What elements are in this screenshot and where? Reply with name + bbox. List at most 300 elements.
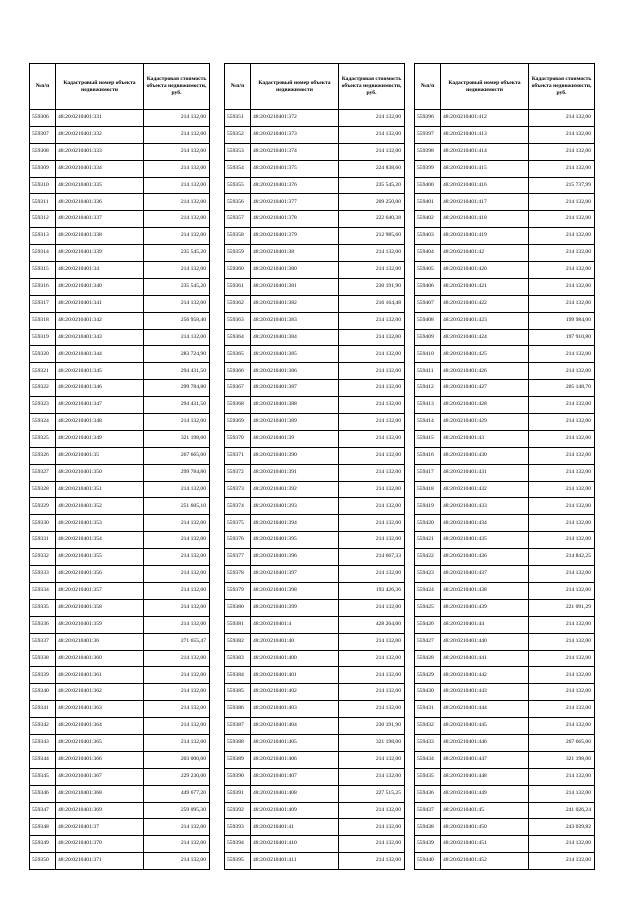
table-row xyxy=(225,228,405,245)
table-row xyxy=(225,718,405,735)
table-row xyxy=(225,143,405,160)
table-row xyxy=(225,532,405,549)
cadastral-cost: 241 026,24 xyxy=(529,802,595,819)
cadastral-number: 48:20:0210401:406 xyxy=(251,751,339,768)
table-row xyxy=(30,616,210,633)
table-row xyxy=(30,414,210,431)
table-row xyxy=(225,549,405,566)
cadastral-cost: 221 091,29 xyxy=(529,599,595,616)
table-row xyxy=(225,211,405,228)
row-number: 559393 xyxy=(225,819,251,836)
table-row xyxy=(30,397,210,414)
cadastral-number: 48:20:0210401:34 xyxy=(56,262,144,279)
table-row xyxy=(30,430,210,447)
cadastral-cost: 214 132,00 xyxy=(144,515,210,532)
row-number: 559346 xyxy=(30,785,56,802)
row-number: 559351 xyxy=(225,110,251,127)
cadastral-cost: 214 132,00 xyxy=(529,397,595,414)
cadastral-number: 48:20:0210401:360 xyxy=(56,650,144,667)
table-row xyxy=(30,582,210,599)
cadastral-cost: 214 132,00 xyxy=(529,414,595,431)
cadastral-cost: 214 132,00 xyxy=(529,853,595,870)
table-row xyxy=(225,853,405,870)
row-number: 559412 xyxy=(415,380,441,397)
cadastral-number: 48:20:0210401:389 xyxy=(251,414,339,431)
cadastral-number: 48:20:0210401:428 xyxy=(441,397,529,414)
cadastral-cost: 199 984,00 xyxy=(529,312,595,329)
cadastral-number: 48:20:0210401:370 xyxy=(56,836,144,853)
row-number: 559414 xyxy=(415,414,441,431)
row-number: 559328 xyxy=(30,481,56,498)
cadastral-number: 48:20:0210401:431 xyxy=(441,464,529,481)
cadastral-number: 48:20:0210401:337 xyxy=(56,211,144,228)
table-row xyxy=(225,802,405,819)
cadastral-number: 48:20:0210401:336 xyxy=(56,194,144,211)
table-row xyxy=(225,110,405,127)
row-number: 559373 xyxy=(225,481,251,498)
cadastral-number: 48:20:0210401:388 xyxy=(251,397,339,414)
cadastral-cost: 214 132,00 xyxy=(144,599,210,616)
cadastral-cost: 214 132,00 xyxy=(144,582,210,599)
row-number: 559306 xyxy=(30,110,56,127)
table-row xyxy=(30,566,210,583)
header-num: №п/п xyxy=(415,64,441,110)
row-number: 559332 xyxy=(30,549,56,566)
cadastral-number: 48:20:0210401:355 xyxy=(56,549,144,566)
cadastral-cost: 209 250,00 xyxy=(339,194,405,211)
cadastral-number: 48:20:0210401:410 xyxy=(251,836,339,853)
cadastral-cost: 214 132,00 xyxy=(144,194,210,211)
table-row xyxy=(225,481,405,498)
table-row xyxy=(225,599,405,616)
cadastral-number: 48:20:0210401:36 xyxy=(56,633,144,650)
row-number: 559439 xyxy=(415,836,441,853)
table-row xyxy=(225,194,405,211)
cadastral-number: 48:20:0210401:439 xyxy=(441,599,529,616)
cadastral-cost: 227 515,25 xyxy=(339,785,405,802)
cadastral-number: 48:20:0210401:332 xyxy=(56,126,144,143)
cadastral-cost: 214 132,00 xyxy=(529,228,595,245)
row-number: 559391 xyxy=(225,785,251,802)
cadastral-number: 48:20:0210401:357 xyxy=(56,582,144,599)
row-number: 559426 xyxy=(415,616,441,633)
cadastral-cost: 214 132,00 xyxy=(144,566,210,583)
cadastral-number: 48:20:0210401:446 xyxy=(441,734,529,751)
cadastral-cost: 243 039,82 xyxy=(529,819,595,836)
cadastral-number: 48:20:0210401:414 xyxy=(441,143,529,160)
cadastral-cost: 214 132,00 xyxy=(529,684,595,701)
table-row xyxy=(225,363,405,380)
cadastral-cost: 235 545,20 xyxy=(339,177,405,194)
row-number: 559420 xyxy=(415,515,441,532)
cadastral-cost: 214 132,00 xyxy=(339,566,405,583)
table-row xyxy=(415,211,595,228)
row-number: 559335 xyxy=(30,599,56,616)
cadastral-cost: 197 910,80 xyxy=(529,329,595,346)
cadastral-number: 48:20:0210401:333 xyxy=(56,143,144,160)
cadastral-number: 48:20:0210401:392 xyxy=(251,481,339,498)
row-number: 559356 xyxy=(225,194,251,211)
cadastral-number: 48:20:0210401:359 xyxy=(56,616,144,633)
table-header-row xyxy=(415,64,595,110)
row-number: 559320 xyxy=(30,346,56,363)
row-number: 559337 xyxy=(30,633,56,650)
row-number: 559311 xyxy=(30,194,56,211)
table-row xyxy=(225,126,405,143)
cadastral-number: 48:20:0210401:432 xyxy=(441,481,529,498)
row-number: 559433 xyxy=(415,734,441,751)
table-row xyxy=(415,447,595,464)
cadastral-cost: 214 132,00 xyxy=(339,532,405,549)
table-row xyxy=(415,599,595,616)
cadastral-cost: 214 132,00 xyxy=(144,177,210,194)
row-number: 559415 xyxy=(415,430,441,447)
table-row xyxy=(225,312,405,329)
cadastral-cost: 214 132,00 xyxy=(339,464,405,481)
cadastral-cost: 214 132,00 xyxy=(529,295,595,312)
table-row xyxy=(30,785,210,802)
table-row xyxy=(415,414,595,431)
row-number: 559423 xyxy=(415,566,441,583)
table-row xyxy=(415,768,595,785)
cadastral-number: 48:20:0210401:424 xyxy=(441,329,529,346)
table-row xyxy=(415,397,595,414)
cadastral-cost: 214 132,00 xyxy=(529,481,595,498)
table-row xyxy=(30,836,210,853)
cadastral-number: 48:20:0210401:4 xyxy=(251,616,339,633)
row-number: 559387 xyxy=(225,718,251,735)
cadastral-cost: 214 667,33 xyxy=(339,549,405,566)
cadastral-cost: 214 132,00 xyxy=(144,684,210,701)
cadastral-table-2 xyxy=(224,63,405,870)
row-number: 559336 xyxy=(30,616,56,633)
table-row xyxy=(415,566,595,583)
cadastral-cost: 214 132,00 xyxy=(144,295,210,312)
table-row xyxy=(415,667,595,684)
row-number: 559432 xyxy=(415,718,441,735)
row-number: 559405 xyxy=(415,262,441,279)
cadastral-number: 48:20:0210401:351 xyxy=(56,481,144,498)
cadastral-number: 48:20:0210401:421 xyxy=(441,278,529,295)
table-row xyxy=(415,143,595,160)
row-number: 559358 xyxy=(225,228,251,245)
cadastral-cost: 294 431,50 xyxy=(144,363,210,380)
row-number: 559321 xyxy=(30,363,56,380)
table-row xyxy=(415,464,595,481)
cadastral-number: 48:20:0210401:397 xyxy=(251,566,339,583)
cadastral-cost: 214 132,00 xyxy=(529,278,595,295)
cadastral-number: 48:20:0210401:43 xyxy=(441,430,529,447)
table-row xyxy=(415,616,595,633)
table-row xyxy=(30,262,210,279)
cadastral-number: 48:20:0210401:411 xyxy=(251,853,339,870)
table-row xyxy=(225,751,405,768)
table-row xyxy=(30,329,210,346)
table-row xyxy=(30,650,210,667)
table-row xyxy=(30,734,210,751)
cadastral-cost: 214 132,00 xyxy=(529,447,595,464)
row-number: 559330 xyxy=(30,515,56,532)
cadastral-cost: 214 132,00 xyxy=(144,819,210,836)
row-number: 559340 xyxy=(30,684,56,701)
row-number: 559350 xyxy=(30,853,56,870)
cadastral-cost: 205 148,70 xyxy=(529,380,595,397)
cadastral-number: 48:20:0210401:444 xyxy=(441,701,529,718)
cadastral-cost: 251 605,10 xyxy=(144,498,210,515)
table-row xyxy=(225,836,405,853)
row-number: 559431 xyxy=(415,701,441,718)
cadastral-cost: 214 132,00 xyxy=(144,718,210,735)
cadastral-number: 48:20:0210401:445 xyxy=(441,718,529,735)
cadastral-number: 48:20:0210401:399 xyxy=(251,599,339,616)
cadastral-cost: 267 665,00 xyxy=(144,447,210,464)
cadastral-number: 48:20:0210401:378 xyxy=(251,211,339,228)
table-row xyxy=(30,768,210,785)
table-row xyxy=(30,532,210,549)
table-row xyxy=(415,295,595,312)
cadastral-cost: 214 132,00 xyxy=(339,414,405,431)
cadastral-cost: 214 132,00 xyxy=(529,245,595,262)
cadastral-number: 48:20:0210401:427 xyxy=(441,380,529,397)
row-number: 559315 xyxy=(30,262,56,279)
table-row xyxy=(30,143,210,160)
cadastral-cost: 214 132,00 xyxy=(339,819,405,836)
row-number: 559322 xyxy=(30,380,56,397)
table-row xyxy=(415,126,595,143)
row-number: 559333 xyxy=(30,566,56,583)
cadastral-cost: 214 132,00 xyxy=(529,143,595,160)
row-number: 559323 xyxy=(30,397,56,414)
cadastral-number: 48:20:0210401:408 xyxy=(251,785,339,802)
cadastral-number: 48:20:0210401:393 xyxy=(251,498,339,515)
table-row xyxy=(415,582,595,599)
cadastral-cost: 214 132,00 xyxy=(339,380,405,397)
table-row xyxy=(225,616,405,633)
table-row xyxy=(30,110,210,127)
cadastral-number: 48:20:0210401:344 xyxy=(56,346,144,363)
row-number: 559413 xyxy=(415,397,441,414)
cadastral-number: 48:20:0210401:443 xyxy=(441,684,529,701)
table-row xyxy=(30,549,210,566)
header-cadastral-number: Кадастровый номер объекта недвижимости xyxy=(56,64,144,110)
row-number: 559364 xyxy=(225,329,251,346)
row-number: 559427 xyxy=(415,633,441,650)
row-number: 559378 xyxy=(225,566,251,583)
table-row xyxy=(225,582,405,599)
cadastral-cost: 193 426,36 xyxy=(339,582,405,599)
table-row xyxy=(30,667,210,684)
row-number: 559324 xyxy=(30,414,56,431)
row-number: 559345 xyxy=(30,768,56,785)
cadastral-number: 48:20:0210401:42 xyxy=(441,245,529,262)
table-row xyxy=(30,701,210,718)
cadastral-number: 48:20:0210401:447 xyxy=(441,751,529,768)
cadastral-number: 48:20:0210401:340 xyxy=(56,278,144,295)
cadastral-number: 48:20:0210401:409 xyxy=(251,802,339,819)
row-number: 559352 xyxy=(225,126,251,143)
table-row xyxy=(415,262,595,279)
row-number: 559359 xyxy=(225,245,251,262)
row-number: 559400 xyxy=(415,177,441,194)
cadastral-cost: 267 665,00 xyxy=(529,734,595,751)
cadastral-cost: 214 132,00 xyxy=(339,397,405,414)
cadastral-cost: 214 132,00 xyxy=(144,650,210,667)
cadastral-number: 48:20:0210401:364 xyxy=(56,718,144,735)
row-number: 559334 xyxy=(30,582,56,599)
cadastral-number: 48:20:0210401:374 xyxy=(251,143,339,160)
row-number: 559318 xyxy=(30,312,56,329)
cadastral-cost: 214 132,00 xyxy=(144,616,210,633)
row-number: 559349 xyxy=(30,836,56,853)
row-number: 559329 xyxy=(30,498,56,515)
cadastral-cost: 216 164,48 xyxy=(339,295,405,312)
row-number: 559331 xyxy=(30,532,56,549)
cadastral-number: 48:20:0210401:422 xyxy=(441,295,529,312)
cadastral-number: 48:20:0210401:375 xyxy=(251,160,339,177)
cadastral-number: 48:20:0210401:343 xyxy=(56,329,144,346)
row-number: 559312 xyxy=(30,211,56,228)
table-row xyxy=(415,549,595,566)
cadastral-cost: 214 132,00 xyxy=(144,262,210,279)
row-number: 559418 xyxy=(415,481,441,498)
cadastral-cost: 321 198,00 xyxy=(529,751,595,768)
cadastral-cost: 214 132,00 xyxy=(144,110,210,127)
row-number: 559368 xyxy=(225,397,251,414)
cadastral-number: 48:20:0210401:435 xyxy=(441,532,529,549)
cadastral-number: 48:20:0210401:405 xyxy=(251,734,339,751)
row-number: 559438 xyxy=(415,819,441,836)
cadastral-number: 48:20:0210401:361 xyxy=(56,667,144,684)
row-number: 559394 xyxy=(225,836,251,853)
cadastral-cost: 214 132,00 xyxy=(144,160,210,177)
cadastral-cost: 214 132,00 xyxy=(529,650,595,667)
row-number: 559313 xyxy=(30,228,56,245)
row-number: 559342 xyxy=(30,718,56,735)
table-row xyxy=(225,278,405,295)
table-row xyxy=(415,785,595,802)
cadastral-number: 48:20:0210401:396 xyxy=(251,549,339,566)
table-row xyxy=(30,481,210,498)
cadastral-number: 48:20:0210401:440 xyxy=(441,633,529,650)
cadastral-number: 48:20:0210401:339 xyxy=(56,245,144,262)
row-number: 559361 xyxy=(225,278,251,295)
table-row xyxy=(30,363,210,380)
cadastral-cost: 214 132,00 xyxy=(339,245,405,262)
cadastral-cost: 214 132,00 xyxy=(144,667,210,684)
row-number: 559424 xyxy=(415,582,441,599)
cadastral-cost: 321 198,00 xyxy=(339,734,405,751)
cadastral-cost: 214 132,00 xyxy=(529,701,595,718)
table-row xyxy=(30,278,210,295)
row-number: 559395 xyxy=(225,853,251,870)
table-row xyxy=(225,785,405,802)
cadastral-cost: 214 132,00 xyxy=(529,194,595,211)
cadastral-number: 48:20:0210401:368 xyxy=(56,785,144,802)
table-header-row xyxy=(225,64,405,110)
row-number: 559317 xyxy=(30,295,56,312)
row-number: 559417 xyxy=(415,464,441,481)
table-row xyxy=(30,312,210,329)
row-number: 559338 xyxy=(30,650,56,667)
cadastral-number: 48:20:0210401:45 xyxy=(441,802,529,819)
cadastral-number: 48:20:0210401:433 xyxy=(441,498,529,515)
row-number: 559403 xyxy=(415,228,441,245)
cadastral-cost: 214 132,00 xyxy=(339,329,405,346)
cadastral-cost: 214 132,00 xyxy=(144,228,210,245)
table-row xyxy=(30,718,210,735)
table-row xyxy=(30,498,210,515)
table-row xyxy=(30,346,210,363)
cadastral-number: 48:20:0210401:441 xyxy=(441,650,529,667)
cadastral-cost: 214 132,00 xyxy=(144,853,210,870)
cadastral-cost: 214 132,00 xyxy=(529,566,595,583)
row-number: 559382 xyxy=(225,633,251,650)
cadastral-cost: 428 264,00 xyxy=(339,616,405,633)
cadastral-number: 48:20:0210401:403 xyxy=(251,701,339,718)
table-row xyxy=(30,633,210,650)
cadastral-cost: 212 985,60 xyxy=(339,228,405,245)
cadastral-number: 48:20:0210401:367 xyxy=(56,768,144,785)
cadastral-cost: 214 132,00 xyxy=(339,599,405,616)
cadastral-number: 48:20:0210401:418 xyxy=(441,211,529,228)
table-row xyxy=(415,633,595,650)
cadastral-cost: 214 132,00 xyxy=(144,414,210,431)
row-number: 559388 xyxy=(225,734,251,751)
cadastral-number: 48:20:0210401:442 xyxy=(441,667,529,684)
cadastral-cost: 294 431,50 xyxy=(144,397,210,414)
table-row xyxy=(415,177,595,194)
row-number: 559390 xyxy=(225,768,251,785)
cadastral-cost: 214 132,00 xyxy=(529,126,595,143)
cadastral-cost: 214 132,00 xyxy=(339,515,405,532)
header-num: №п/п xyxy=(225,64,251,110)
table-row xyxy=(225,684,405,701)
table-row xyxy=(225,397,405,414)
cadastral-number: 48:20:0210401:412 xyxy=(441,110,529,127)
cadastral-number: 48:20:0210401:420 xyxy=(441,262,529,279)
row-number: 559402 xyxy=(415,211,441,228)
cadastral-cost: 321 198,00 xyxy=(144,430,210,447)
cadastral-number: 48:20:0210401:430 xyxy=(441,447,529,464)
row-number: 559369 xyxy=(225,414,251,431)
cadastral-number: 48:20:0210401:349 xyxy=(56,430,144,447)
cadastral-cost: 214 132,00 xyxy=(529,633,595,650)
table-row xyxy=(415,363,595,380)
row-number: 559419 xyxy=(415,498,441,515)
row-number: 559422 xyxy=(415,549,441,566)
table-row xyxy=(225,177,405,194)
cadastral-number: 48:20:0210401:373 xyxy=(251,126,339,143)
header-cadastral-number: Кадастровый номер объекта недвижимости xyxy=(441,64,529,110)
row-number: 559374 xyxy=(225,498,251,515)
cadastral-cost: 214 132,00 xyxy=(339,684,405,701)
cadastral-cost: 214 132,00 xyxy=(529,532,595,549)
cadastral-number: 48:20:0210401:448 xyxy=(441,768,529,785)
cadastral-number: 48:20:0210401:436 xyxy=(441,549,529,566)
row-number: 559384 xyxy=(225,667,251,684)
cadastral-cost: 230 191,90 xyxy=(339,718,405,735)
table-row xyxy=(415,819,595,836)
table-row xyxy=(225,667,405,684)
row-number: 559310 xyxy=(30,177,56,194)
cadastral-cost: 214 132,00 xyxy=(529,768,595,785)
table-row xyxy=(225,701,405,718)
row-number: 559339 xyxy=(30,667,56,684)
cadastral-cost: 214 132,00 xyxy=(339,802,405,819)
row-number: 559381 xyxy=(225,616,251,633)
cadastral-cost: 214 132,00 xyxy=(529,718,595,735)
cadastral-number: 48:20:0210401:423 xyxy=(441,312,529,329)
